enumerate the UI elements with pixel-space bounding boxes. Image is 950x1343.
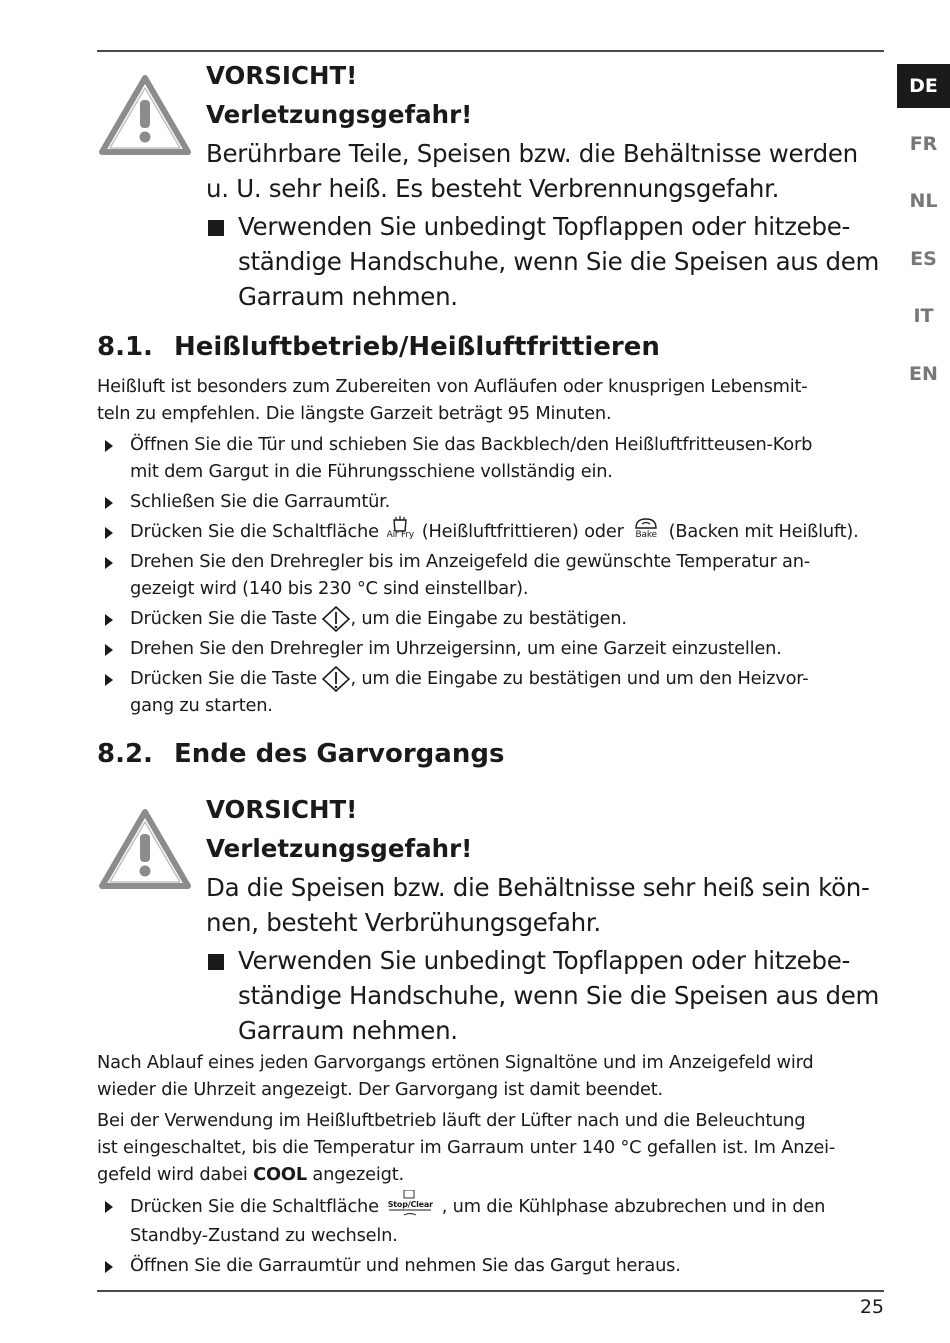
lang-tab-en[interactable]: EN — [909, 362, 938, 385]
lang-tab-fr[interactable]: FR — [909, 132, 938, 155]
warning-heading: VORSICHT! — [206, 61, 358, 90]
page-number: 25 — [859, 1296, 884, 1318]
cool-display-text: COOL — [253, 1164, 307, 1185]
lang-tab-it[interactable]: IT — [913, 305, 934, 327]
stop-clear-button-icon: Stop/Clear — [384, 1190, 436, 1220]
arrow-bullet-icon — [105, 1201, 113, 1213]
step-item: Drehen Sie den Drehregler im Uhrzeigersinn, um eine Garzeit einzustellen. — [97, 635, 887, 662]
section-8-1-body — [97, 373, 887, 722]
warning-heading: VORSICHT! — [206, 795, 358, 824]
lang-tab-es[interactable]: ES — [910, 247, 937, 270]
arrow-bullet-icon — [105, 497, 113, 509]
warning-triangle-icon — [98, 808, 192, 890]
lang-tab-nl[interactable]: NL — [909, 190, 938, 212]
language-tabs — [897, 64, 950, 409]
step-item: Öffnen Sie die Garraumtür und nehmen Sie das Gargut heraus. — [97, 1252, 887, 1279]
air-fry-button-icon: Air Fry — [384, 514, 416, 540]
step-item: Drücken Sie die Schaltfläche Stop/Clear , um die Kühlphase abzubrechen und in den Standby-Zustand zu wechseln. — [97, 1192, 887, 1249]
warning-triangle-icon — [98, 74, 192, 156]
bullet-square-icon — [208, 954, 224, 970]
step-item: Drücken Sie die Taste , um die Eingabe zu bestätigen. — [97, 605, 887, 632]
warning-block-2 — [206, 790, 886, 1048]
top-rule — [97, 50, 884, 52]
start-confirm-key-icon — [322, 606, 350, 632]
arrow-bullet-icon — [105, 644, 113, 656]
warning-bullet: Verwenden Sie unbedingt Topflappen oder hitzebe- ständige Handschuhe, wenn Sie die Speisen aus dem Garraum nehmen. — [206, 943, 886, 1048]
step-item: Drehen Sie den Drehregler bis im Anzeigefeld die gewünschte Temperatur an- gezeigt wird (140 bis 230 °C sind einstellbar). — [97, 548, 887, 602]
lang-tab-de[interactable]: DE — [897, 64, 950, 108]
warning-block-1 — [206, 56, 886, 314]
paragraph: Nach Ablauf eines jeden Garvorgangs ertönen Signaltöne und im Anzeigefeld wird wieder die Uhrzeit angezeigt. Der Garvorgang ist damit beendet. — [97, 1052, 814, 1100]
section-heading-8-1: 8.1. Heißluftbetrieb/Heißluftfrittieren — [97, 332, 660, 362]
intro-paragraph: Heißluft ist besonders zum Zubereiten von Aufläufen oder knusprigen Lebensmit- teln zu empfehlen. Die längste Garzeit beträgt 95 Minuten. — [97, 376, 808, 424]
step-item: Drücken Sie die Taste , um die Eingabe zu bestätigen und um den Heizvor- gang zu starten. — [97, 665, 887, 719]
warning-subheading: Verletzungsgefahr! — [206, 100, 473, 129]
warning-text: Berührbare Teile, Speisen bzw. die Behältnisse werden u. U. sehr heiß. Es besteht Verbrennungsgefahr. — [206, 139, 858, 203]
arrow-bullet-icon — [105, 614, 113, 626]
paragraph: Bei der Verwendung im Heißluftbetrieb läuft der Lüfter nach und die Beleuchtung ist eingeschaltet, bis die Temperatur im Garraum unter 140 °C gefallen ist. Im Anzei- gefeld wird dabei COOL angezeigt. — [97, 1110, 836, 1185]
step-item: Schließen Sie die Garraumtür. — [97, 488, 887, 515]
section-heading-8-2: 8.2. Ende des Garvorgangs — [97, 739, 505, 769]
warning-text: Da die Speisen bzw. die Behältnisse sehr heiß sein kön- nen, besteht Verbrühungsgefahr. — [206, 873, 870, 937]
warning-bullet: Verwenden Sie unbedingt Topflappen oder hitzebe- ständige Handschuhe, wenn Sie die Speisen aus dem Garraum nehmen. — [206, 209, 886, 314]
arrow-bullet-icon — [105, 557, 113, 569]
warning-subheading: Verletzungsgefahr! — [206, 834, 473, 863]
start-confirm-key-icon — [322, 666, 350, 692]
section-8-2-body — [97, 1049, 887, 1282]
arrow-bullet-icon — [105, 527, 113, 539]
step-item: Öffnen Sie die Tür und schieben Sie das Backblech/den Heißluftfritteusen-Korb mit dem Gargut in die Führungsschiene vollständig ein. — [97, 431, 887, 485]
bottom-rule — [97, 1290, 884, 1292]
step-item: Drücken Sie die Schaltfläche Air Fry (Heißluftfrittieren) oder Bake (Backen mit Heißluft). — [97, 518, 887, 545]
arrow-bullet-icon — [105, 1261, 113, 1273]
arrow-bullet-icon — [105, 674, 113, 686]
bake-button-icon: Bake — [629, 514, 663, 540]
arrow-bullet-icon — [105, 440, 113, 452]
bullet-square-icon — [208, 220, 224, 236]
